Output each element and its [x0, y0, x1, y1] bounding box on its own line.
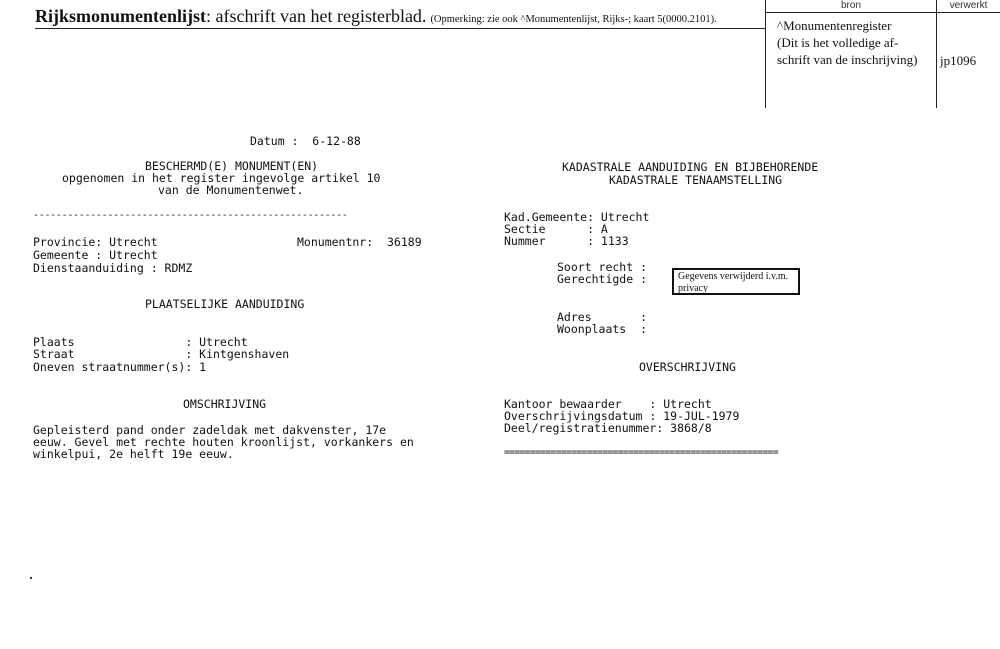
overschrijvingsdatum: Overschrijvingsdatum : 19-JUL-1979: [504, 409, 740, 423]
heading-kadastrale: KADASTRALE AANDUIDING EN BIJBEHORENDE: [562, 160, 819, 174]
source-line: (Dit is het volledige af-: [777, 35, 899, 50]
straat: Straat : Kintgenshaven: [33, 347, 290, 361]
omschrijving-line: winkelpui, 2e helft 19e eeuw.: [33, 447, 234, 461]
nummer: Nummer : 1133: [504, 234, 629, 248]
source-box: [765, 0, 1000, 108]
plaats: Plaats : Utrecht: [33, 335, 248, 349]
deel-registratienummer: Deel/registratienummer: 3868/8: [504, 421, 712, 435]
title-bold: Rijksmonumentenlijst: [35, 6, 207, 26]
heading-tenaamstelling: KADASTRALE TENAAMSTELLING: [609, 173, 783, 187]
title-note: (Opmerking: zie ook ^Monumentenlijst, Rijks-; kaart 5(0000.2101).: [430, 14, 717, 25]
heading-omschrijving: OMSCHRIJVING: [183, 397, 267, 411]
soort-recht: Soort recht :: [557, 260, 648, 274]
right-separator: =====================================================: [504, 447, 778, 458]
heading-monumentenwet: van de Monumentenwet.: [158, 183, 304, 197]
datum: Datum : 6-12-88: [250, 134, 361, 148]
source-line: ^Monumentenregister: [777, 18, 892, 33]
heading-plaatselijke: PLAATSELIJKE AANDUIDING: [145, 297, 305, 311]
adres: Adres :: [557, 310, 648, 324]
woonplaats: Woonplaats :: [557, 322, 648, 336]
omschrijving-line: Gepleisterd pand onder zadeldak met dakvenster, 17e: [33, 423, 387, 437]
processed-column: [936, 0, 1000, 108]
dienstaanduiding: Dienstaanduiding : RDMZ: [33, 261, 193, 275]
title-rest: : afschrift van het registerblad.: [206, 6, 427, 26]
sectie: Sectie : A: [504, 222, 608, 236]
provincie: Provincie: Utrecht: [33, 235, 158, 249]
source-column: [765, 0, 937, 108]
gemeente: Gemeente : Utrecht: [33, 248, 158, 262]
monumentnr: Monumentnr: 36189: [297, 235, 422, 249]
omschrijving-line: eeuw. Gevel met rechte houten kroonlijst, vorkankers en: [33, 435, 414, 449]
heading-opgenomen: opgenomen in het register ingevolge artikel 10: [62, 171, 381, 185]
source-line: schrift van de inschrijving): [777, 52, 918, 67]
processed-column-header: verwerkt: [936, 0, 1000, 13]
left-separator: -------------------------------------------------------: [33, 210, 348, 221]
kad-gemeente: Kad.Gemeente: Utrecht: [504, 210, 650, 224]
oneven-straatnummers: Oneven straatnummer(s): 1: [33, 360, 207, 374]
source-column-header: bron: [766, 0, 936, 13]
document-title: [35, 6, 765, 29]
heading-beschermd: BESCHERMD(E) MONUMENT(EN): [145, 159, 319, 173]
kantoor-bewaarder: Kantoor bewaarder : Utrecht: [504, 397, 712, 411]
heading-overschrijving: OVERSCHRIJVING: [639, 360, 736, 374]
gerechtigde: Gerechtigde :: [557, 272, 648, 286]
source-text: [777, 17, 934, 68]
processed-code: jp1096: [940, 53, 977, 68]
privacy-notice: Gegevens verwijderd i.v.m. privacy: [672, 268, 800, 295]
scan-speck: [30, 577, 32, 579]
